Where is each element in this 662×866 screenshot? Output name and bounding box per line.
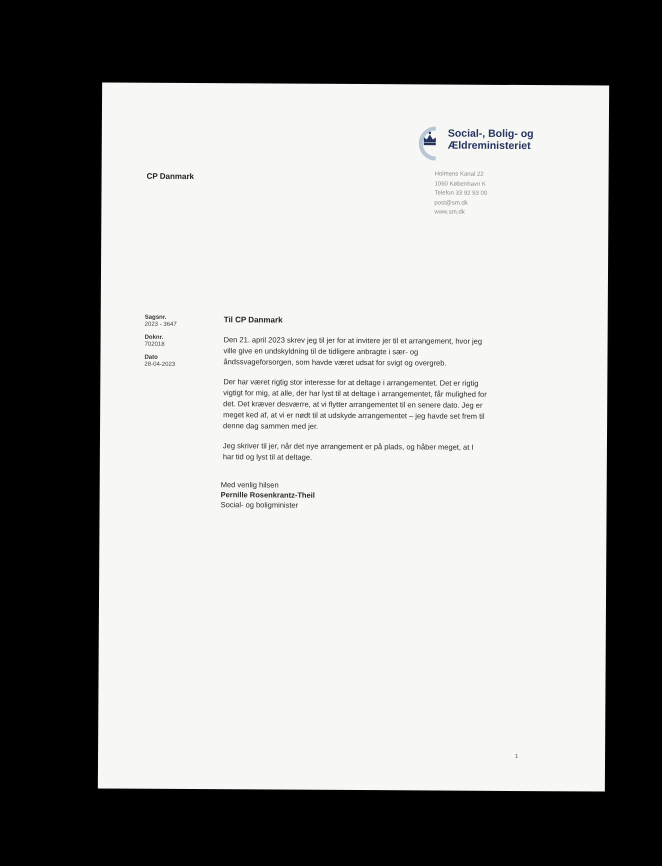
paragraph-line: har tid og lyst til at deltage. [222,452,313,462]
doknr-value: 702018 [144,341,165,348]
paragraph-3 [223,440,528,464]
greeting: Med venlig hilsen [220,480,279,490]
paragraph-2 [223,376,528,433]
paragraph-line: det. Det kræver desværre, at vi flytter arrangementet til en senere dato. Jeg er [223,399,483,410]
logo-line-2: Ældreministeriet [447,139,531,153]
address-email: post@sm.dk [434,199,468,207]
letter-title: Til CP Danmark [223,315,283,325]
address-web: www.sm.dk [434,209,465,216]
sagsnr-label: Sagsnr. [144,314,167,321]
paragraph-line: ville give en undskyldning til de tidligere anbragte i sær- og [223,346,419,357]
ministry-logo [414,122,544,163]
paragraph-line: denne dag sammen med jer. [223,421,319,431]
doknr-label: Doknr. [144,334,164,341]
paragraph-line: Jeg skriver til jer, når det nye arrangement er på plads, og håber meget, at I [222,441,474,452]
paragraph-line: åndssvageforsorgen, som havde været udsat for svigt og overgreb. [223,357,447,368]
dato-value: 28-04-2023 [144,361,176,368]
sender-address [434,170,487,218]
signer-role: Social- og boligminister [220,500,299,510]
signer-name: Pernille Rosenkrantz-Theil [220,490,315,500]
paragraph-line: meget ked af, at vi er nødt til at udskyde arrangementet – jeg havde set frem til [223,410,485,421]
address-city: 1060 København K [434,180,486,188]
address-street: Holmens Kanal 22 [434,171,484,178]
address-phone: Telefon 33 92 93 00 [434,190,488,197]
paragraph-line: Der har været rigtig stor interesse for at deltage i arrangementet. Det er rigtig [223,377,479,388]
page-number: 1 [515,753,519,761]
signature-block [221,480,315,511]
meta-doknr [145,335,177,349]
meta-sagsnr [145,315,177,329]
sagsnr-value: 2023 - 3647 [144,321,177,328]
letter-body [223,314,529,473]
document-meta [144,315,176,375]
paragraph-line: Den 21. april 2023 skrev jeg til jer for at invitere jer til et arrangement, hvor jeg [223,335,483,346]
letter-sheet [98,82,609,791]
recipient-header: CP Danmark [146,171,195,182]
meta-dato [144,355,176,369]
crown-c-logo-icon [414,122,448,162]
logo-line-1: Social-, Bolig- og [447,127,534,141]
paragraph-line: vigtigt for mig, at alle, der har lyst til at deltage i arrangementet, får mulighed for [223,388,487,399]
dato-label: Dato [144,354,158,361]
paragraph-1 [223,334,528,369]
